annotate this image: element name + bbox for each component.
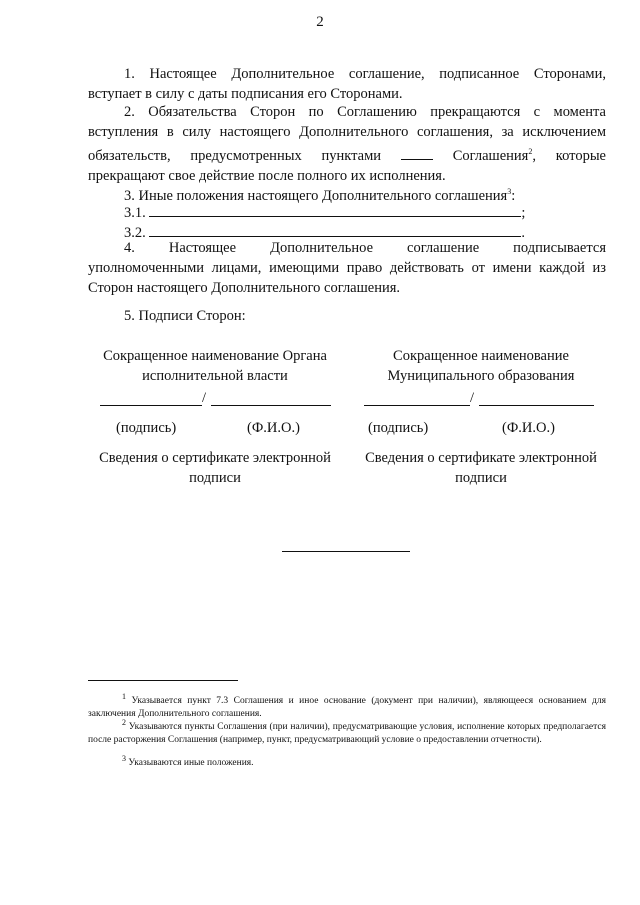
- left-party-name: [90, 346, 340, 386]
- right-party-name-line-1: Сокращенное наименование: [393, 348, 569, 364]
- clause-3-2-blank[interactable]: [149, 222, 521, 237]
- left-certificate-line-2: подписи: [189, 470, 241, 486]
- clause-4-line-3: Сторон настоящего Дополнительного соглашения.: [88, 280, 401, 296]
- left-certificate-line-1: Сведения о сертификате электронной: [99, 450, 331, 466]
- clause-3-1-end: ;: [521, 205, 526, 221]
- right-signature-line[interactable]: [364, 405, 470, 406]
- clause-3-2-number: 3.2.: [124, 225, 146, 241]
- footnote-3-mark: 3: [122, 754, 126, 763]
- right-party-name-line-2: Муниципального образования: [387, 368, 575, 384]
- right-party-name: [356, 346, 606, 386]
- right-signature-label: (подпись): [368, 420, 429, 436]
- clause-4-line-2: уполномоченными лицами, имеющими право действовать от имени каждой из: [88, 260, 606, 276]
- clause-4: [88, 238, 606, 298]
- clause-3-1-blank[interactable]: [149, 202, 521, 217]
- clause-2-agreement-word: Соглашения$^2$, которые: [452, 147, 606, 164]
- left-signature-separator: /: [202, 390, 207, 406]
- clause-3-text: 3. Иные положения настоящего Дополнительного соглашения: [124, 187, 508, 204]
- footnote-1-mark: 1: [122, 692, 126, 701]
- footnote-separator: [88, 680, 238, 681]
- clause-3-1-number: 3.1.: [124, 205, 146, 221]
- clause-2-line-4: прекращают свое действие после полного их исполнения.: [88, 167, 446, 184]
- clause-4-line-1: 4. Настоящее Дополнительное соглашение подписывается: [124, 240, 606, 256]
- clause-2-line-3: [88, 142, 606, 166]
- left-signature-line[interactable]: [100, 405, 202, 406]
- page-number: 2: [316, 14, 324, 30]
- clause-3-colon: :: [511, 187, 516, 204]
- clause-2-line-2: вступления в силу настоящего Дополнительного соглашения, за исключением: [88, 124, 606, 140]
- right-signature-separator: /: [470, 390, 475, 406]
- footnote-3-text: Указываются иные положения.: [128, 758, 254, 769]
- right-certificate-line-2: подписи: [455, 470, 507, 486]
- left-fio-label: (Ф.И.О.): [247, 420, 300, 436]
- clause-5-text: 5. Подписи Сторон:: [124, 308, 246, 324]
- points-blank[interactable]: [401, 145, 433, 160]
- left-party-name-line-2: исполнительной власти: [142, 368, 288, 384]
- clause-2: [88, 102, 606, 186]
- clause-2-line-3-start: обязательств, предусмотренных пунктами: [88, 147, 382, 164]
- clause-3-2-end: .: [521, 225, 525, 241]
- footnote-2-text: Указываются пункты Соглашения (при наличии), предусматривающие условия, исполнение которых предполагается после расторжения Соглашения (например, пункт, предусматривающий условие о предоставлении отчетности).: [88, 722, 607, 746]
- clause-1: [88, 64, 606, 104]
- left-signature-label: (подпись): [116, 420, 177, 436]
- right-certificate-info: [356, 448, 606, 488]
- footnote-ref-3: 3: [507, 187, 512, 196]
- left-party-name-line-1: Сокращенное наименование Органа: [103, 348, 327, 364]
- end-of-text-separator: [282, 551, 410, 552]
- footnote-1-text: Указывается пункт 7.3 Соглашения и иное основание (документ при наличии), являющееся основанием для заключения Дополнительного соглашения.: [88, 696, 606, 720]
- footnote-ref-2: 2: [528, 147, 533, 156]
- right-fio-label: (Ф.И.О.): [502, 420, 555, 436]
- right-fio-line[interactable]: [479, 405, 594, 406]
- clause-5: [88, 306, 606, 326]
- clause-1-line-2: вступает в силу с даты подписания его Сторонами.: [88, 86, 403, 102]
- footnote-3: [88, 752, 606, 770]
- footnote-2: [88, 716, 606, 747]
- clause-2-line-1: 2. Обязательства Сторон по Соглашению прекращаются с момента: [124, 104, 606, 120]
- left-fio-line[interactable]: [211, 405, 331, 406]
- right-certificate-line-1: Сведения о сертификате электронной: [365, 450, 597, 466]
- clause-3-1: [124, 202, 525, 222]
- footnote-2-mark: 2: [122, 718, 126, 727]
- left-certificate-info: [90, 448, 340, 488]
- clause-1-line-1: 1. Настоящее Дополнительное соглашение, подписанное Сторонами,: [124, 66, 606, 82]
